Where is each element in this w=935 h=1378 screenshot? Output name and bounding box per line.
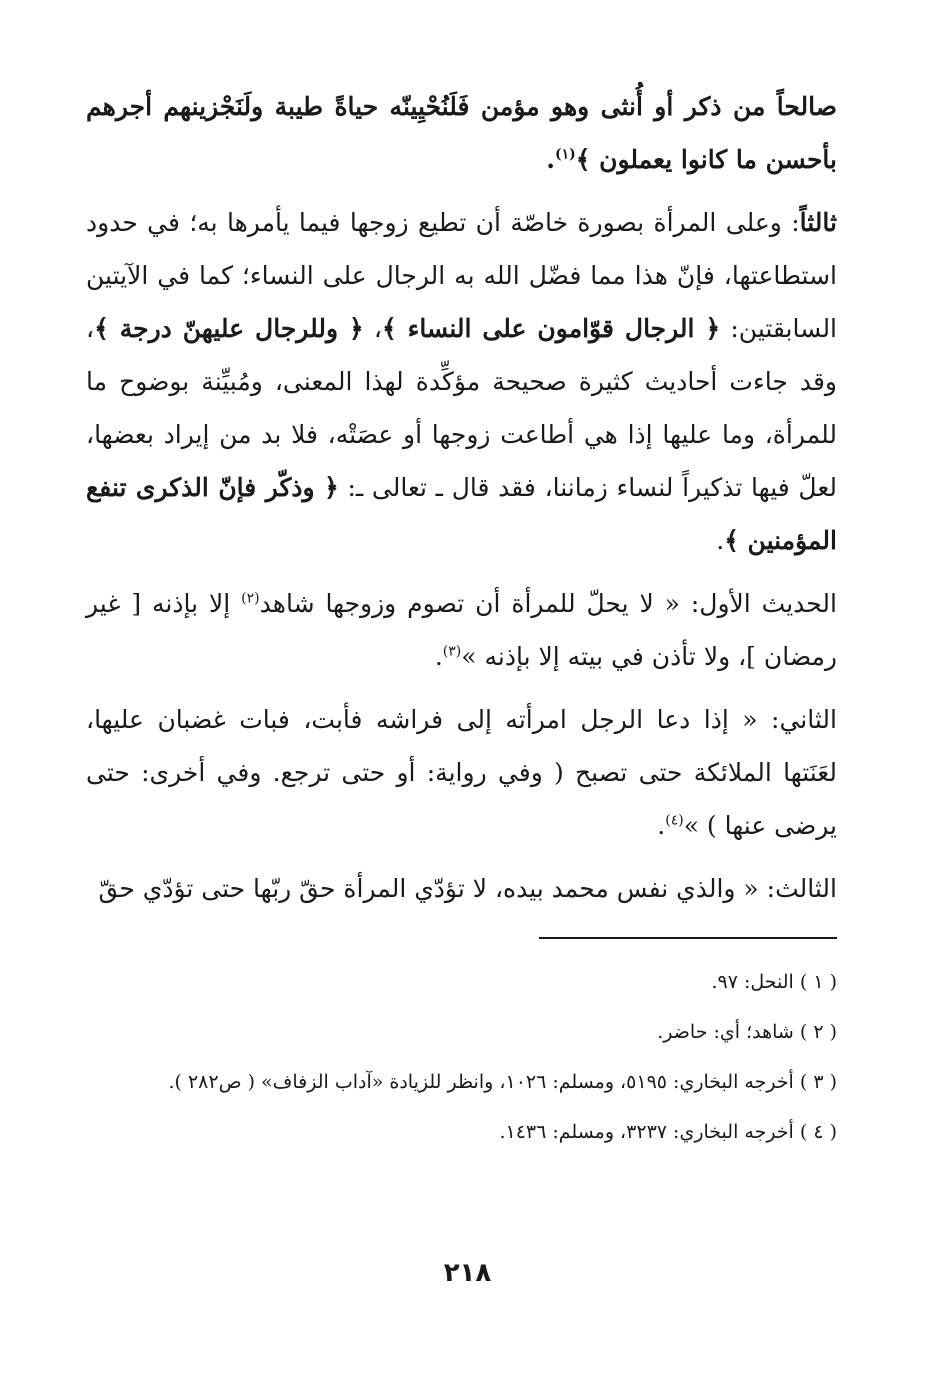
quran-verse-continuation: [86, 80, 837, 186]
punctuation: .: [434, 642, 443, 671]
hadith-text: الحديث الأول: « لا يحلّ للمرأة أن تصوم وزوجها شاهد: [259, 589, 837, 618]
footnote-1: ( ١ ) النحل: ٩٧.: [711, 971, 837, 993]
punctuation: .: [546, 145, 556, 174]
paragraph-thirdly: [86, 196, 837, 567]
hadith-text: إلا بإذنه [ غير رمضان ]، ولا تأذن في بيته إلا بإذنه »: [86, 589, 837, 671]
footnote-ref-4[interactable]: (٤): [665, 812, 684, 829]
hadith-first: [86, 577, 837, 683]
verse-text: صالحاً من ذكر أو أُنثى وهو مؤمن فَلَنُحْيِينّه حياةً طيبة ولَنَجْزينهم أجرهم بأحسن ما كانوا يعملون ﴾: [86, 92, 837, 174]
hadith-second: [86, 693, 837, 852]
hadith-text: الثاني: « إذا دعا الرجل امرأته إلى فراشه فأبت، فبات غضبان عليها، لعَنَتها الملائكة حتى تصبح ( وفي رواية: أو حتى ترجع. وفي أخرى: حتى يرضى عنها ) »: [86, 705, 837, 840]
page-number: ٢١٨: [443, 1258, 492, 1288]
footnote-4: ( ٤ ) أخرجه البخاري: ٣٢٣٧، ومسلم: ١٤٣٦.: [499, 1121, 837, 1143]
quran-quote-1: ﴿ الرجال قوّامون على النساء ﴾: [382, 314, 721, 343]
hadith-third: [86, 862, 837, 915]
separator: ،: [363, 314, 382, 343]
footnote-divider: [539, 937, 837, 939]
paragraph-text: ، وقد جاءت أحاديث كثيرة صحيحة مؤكِّدة لهذا المعنى، ومُبيِّنة بوضوح ما للمرأة، وما عليها إذا هي أطاعت زوجها أو عصَتْه، فلا بد من إيراد بعضها، لعلّ فيها تذكيراً لنساء زماننا، فقد قال ـ تعالى ـ:: [86, 314, 837, 502]
quran-quote-2: ﴿ وللرجال عليهنّ درجة ﴾: [94, 314, 364, 343]
footnote-ref-1[interactable]: (١): [555, 146, 576, 163]
footnote-2: ( ٢ ) شاهد؛ أي: حاضر.: [657, 1021, 837, 1043]
footnote-ref-2[interactable]: (٢): [241, 590, 260, 607]
quran-quote-3: ﴿ وذكّر فإنّ الذكرى تنفع المؤمنين ﴾: [86, 473, 837, 555]
punctuation: .: [716, 526, 725, 555]
page-body: [86, 80, 837, 1378]
hadith-text: الثالث: « والذي نفس محمد بيده، لا تؤدّي المرأة حقّ ربّها حتى تؤدّي حقّ: [98, 874, 837, 903]
footnote-3: ( ٣ ) أخرجه البخاري: ٥١٩٥، ومسلم: ١٠٢٦، وانظر للزيادة «آداب الزفاف» ( ص٢٨٢ ).: [168, 1071, 837, 1093]
paragraph-text: : وعلى المرأة بصورة خاصّة أن تطيع زوجها فيما يأمرها به؛ في حدود استطاعتها، فإنّ هذا مما فضّل الله به الرجال على النساء؛ كما في الآيتين السابقتين:: [86, 208, 838, 343]
punctuation: .: [657, 811, 666, 840]
section-heading-thirdly: ثالثاً: [799, 208, 837, 237]
footnote-ref-3[interactable]: (٣): [442, 643, 462, 660]
